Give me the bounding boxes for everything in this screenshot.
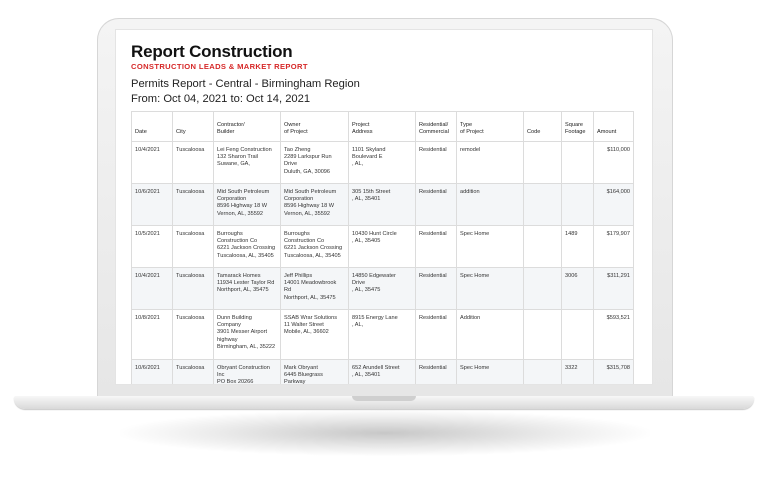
cell-owner: Burroughs Construction Co 6221 Jackson Crossing Tuscaloosa, AL, 35405: [281, 226, 349, 268]
cell-contractor: Mid South Petroleum Corporation 8596 Highway 18 W Vernon, AL, 35592: [214, 184, 281, 226]
cell-address: 652 Arundell Street , AL, 35401: [349, 360, 416, 385]
column-header-city[interactable]: City: [173, 112, 214, 142]
cell-res-com: Residential: [416, 310, 457, 360]
cell-amount: $593,521: [594, 310, 634, 360]
cell-city: Tuscaloosa: [173, 226, 214, 268]
permits-table: [131, 111, 634, 384]
cell-date: 10/4/2021: [132, 268, 173, 310]
cell-contractor: Obryant Construction Inc PO Box 20266: [214, 360, 281, 385]
cell-address: 8915 Energy Lane , AL,: [349, 310, 416, 360]
cell-amount: $179,907: [594, 226, 634, 268]
cell-contractor: Lei Feng Construction 132 Sharon Trail Suwane, GA,: [214, 142, 281, 184]
column-header-contractor[interactable]: Contractor/ Builder: [214, 112, 281, 142]
cell-owner: Mid South Petroleum Corporation 8596 Highway 18 W Vernon, AL, 35592: [281, 184, 349, 226]
cell-owner: SSAB Wrar Solutions 11 Walter Street Mobile, AL, 36602: [281, 310, 349, 360]
cell-owner: Jeff Phillips 14001 Meadowbrook Rd Northport, AL, 35475: [281, 268, 349, 310]
column-header-address[interactable]: Project Address: [349, 112, 416, 142]
table-row[interactable]: [132, 268, 634, 310]
cell-code: [524, 184, 562, 226]
report-screen: [116, 30, 652, 384]
cell-sqft: [562, 184, 594, 226]
cell-date: 10/6/2021: [132, 184, 173, 226]
cell-code: [524, 268, 562, 310]
laptop-base-notch: [352, 396, 416, 401]
cell-city: Tuscaloosa: [173, 268, 214, 310]
brand-subtitle: CONSTRUCTION LEADS & MARKET REPORT: [131, 62, 308, 71]
cell-contractor: Dunn Building Company 3901 Messer Airport highway Birmingham, AL, 35222: [214, 310, 281, 360]
table-row[interactable]: [132, 184, 634, 226]
cell-sqft: [562, 310, 594, 360]
cell-type: remodel: [457, 142, 524, 184]
laptop-shadow: [120, 410, 650, 456]
column-header-amount[interactable]: Amount: [594, 112, 634, 142]
cell-type: addition: [457, 184, 524, 226]
cell-address: 14850 Edgewater Drive , AL, 35475: [349, 268, 416, 310]
cell-sqft: 1489: [562, 226, 594, 268]
cell-contractor: Burroughs Construction Co 6221 Jackson Crossing Tuscaloosa, AL, 35405: [214, 226, 281, 268]
cell-code: [524, 142, 562, 184]
brand-title: Report Construction: [131, 42, 293, 61]
cell-res-com: Residential: [416, 360, 457, 385]
cell-date: 10/5/2021: [132, 226, 173, 268]
cell-city: Tuscaloosa: [173, 310, 214, 360]
cell-owner: Mark Obryant 6445 Bluegrass Parkway: [281, 360, 349, 385]
cell-code: [524, 226, 562, 268]
laptop-base: [14, 396, 754, 409]
cell-type: Spec Home: [457, 268, 524, 310]
column-header-date[interactable]: Date: [132, 112, 173, 142]
table-row[interactable]: [132, 226, 634, 268]
cell-type: Spec Home: [457, 360, 524, 385]
table-row[interactable]: [132, 142, 634, 184]
cell-address: 10430 Hunt Circle , AL, 35405: [349, 226, 416, 268]
cell-code: [524, 310, 562, 360]
column-header-sqft[interactable]: Square Footage: [562, 112, 594, 142]
cell-contractor: Tamarack Homes 11934 Lester Taylor Rd Northport, AL, 35475: [214, 268, 281, 310]
table-row[interactable]: [132, 310, 634, 360]
table-header-row: [132, 112, 634, 142]
cell-amount: $110,000: [594, 142, 634, 184]
report-title: Permits Report - Central - Birmingham Region: [131, 78, 360, 90]
table-row[interactable]: [132, 360, 634, 385]
cell-owner: Tao Zheng 2289 Larkspur Run Drive Duluth, GA, 30096: [281, 142, 349, 184]
cell-res-com: Residential: [416, 142, 457, 184]
cell-sqft: [562, 142, 594, 184]
cell-res-com: Residential: [416, 268, 457, 310]
cell-city: Tuscaloosa: [173, 360, 214, 385]
column-header-code[interactable]: Code: [524, 112, 562, 142]
cell-city: Tuscaloosa: [173, 142, 214, 184]
cell-type: Spec Home: [457, 226, 524, 268]
cell-sqft: 3006: [562, 268, 594, 310]
cell-address: 1101 Skyland Boulevard E , AL,: [349, 142, 416, 184]
cell-city: Tuscaloosa: [173, 184, 214, 226]
cell-res-com: Residential: [416, 226, 457, 268]
cell-sqft: 3322: [562, 360, 594, 385]
column-header-type[interactable]: Type of Project: [457, 112, 524, 142]
column-header-res-com[interactable]: Residential/ Commercial: [416, 112, 457, 142]
cell-res-com: Residential: [416, 184, 457, 226]
cell-amount: $315,708: [594, 360, 634, 385]
cell-address: 305 15th Street , AL, 35401: [349, 184, 416, 226]
cell-amount: $311,291: [594, 268, 634, 310]
column-header-owner[interactable]: Owner of Project: [281, 112, 349, 142]
cell-date: 10/6/2021: [132, 360, 173, 385]
cell-date: 10/4/2021: [132, 142, 173, 184]
cell-amount: $164,000: [594, 184, 634, 226]
cell-code: [524, 360, 562, 385]
cell-date: 10/8/2021: [132, 310, 173, 360]
report-date-range: From: Oct 04, 2021 to: Oct 14, 2021: [131, 93, 311, 105]
cell-type: Addition: [457, 310, 524, 360]
